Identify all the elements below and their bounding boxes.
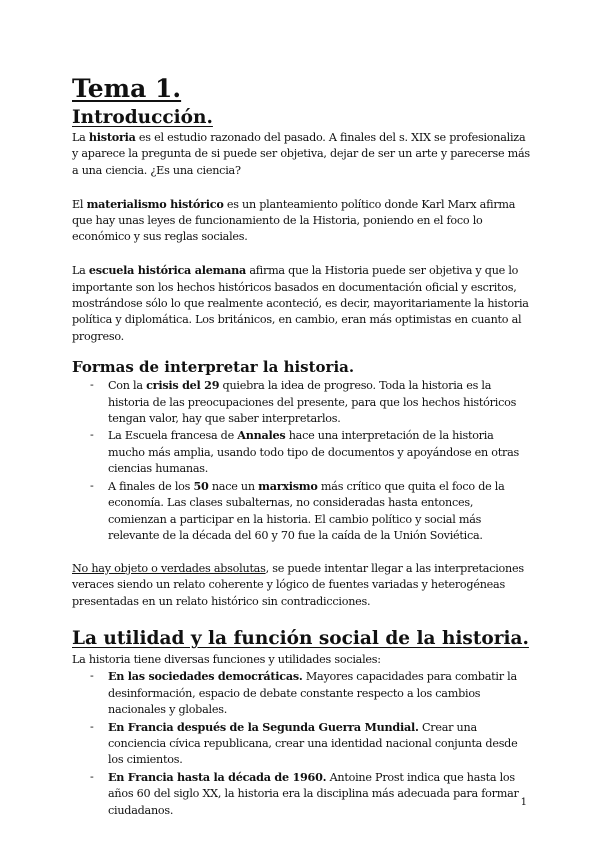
list-item: - A finales de los 50 nace un marxismo más crítico que quita el foco de la economía. Las clases subalternas, no consideradas hasta entonces, comienzan a participar en la historia. El cambio político y social más relevante de la década del 60 y 70 fue la caída de la Unión Soviética. — [90, 478, 505, 542]
intro-paragraph-2: El materialismo histórico es un planteamiento político donde Karl Marx afirma que hay unas leyes de funcionamiento de la Historia, poniendo en el foco lo económico y sus reglas sociales. — [72, 196, 516, 244]
intro-heading: Introducción. — [72, 107, 213, 128]
list-item: - Con la crisis del 29 quiebra la idea de progreso. Toda la historia es la historia de las preocupaciones del presente, para que los hechos históricos tengan valor, hay que saber interpretarlos. — [90, 378, 517, 426]
list-item: - En las sociedades democráticas. Mayores capacidades para combatir la desinformación, espacio de debate constante respecto a los cambios nacionales y globales. — [90, 669, 517, 717]
utilidad-heading: La utilidad y la función social de la historia. — [72, 627, 529, 649]
utilidad-intro: La historia tiene diversas funciones y utilidades sociales: — [72, 652, 381, 666]
page-number: 1 — [520, 797, 527, 808]
intro-paragraph-3: La escuela histórica alemana afirma que la Historia puede ser objetiva y que lo importante son los hechos históricos basados en documentación oficial y escritos, mostrándose sólo lo que realmente aconteció, es decir, mayoritariamente la historia política y diplomática. Los británicos, en cambio, eran más optimistas en cuanto al progreso. — [72, 263, 529, 343]
intro-paragraph-1: La historia es el estudio razonado del pasado. A finales del s. XIX se profesionaliza y aparece la pregunta de si puede ser objetiva, dejar de ser un arte y parecerse más a una ciencia. ¿Es una ciencia? — [72, 130, 530, 177]
document-title: Tema 1. — [72, 74, 182, 103]
utilidad-list — [72, 668, 532, 819]
formas-closing-paragraph: No hay objeto o verdades absolutas, se puede intentar llegar a las interpretaciones veraces siendo un relato coherente y lógico de fuentes variadas y heterogéneas presentadas en un relato histórico sin contradicciones. — [72, 561, 524, 608]
list-item: - En Francia hasta la década de 1960. Antoine Prost indica que hasta los años 60 del siglo XX, la historia era la disciplina más adecuada para formar ciudadanos. — [90, 769, 519, 817]
page-content — [72, 74, 532, 819]
formas-heading: Formas de interpretar la historia. — [72, 358, 355, 377]
formas-list — [72, 377, 532, 544]
list-item: - En Francia después de la Segunda Guerra Mundial. Crear una conciencia cívica republicana, crear una identidad nacional conjunta desde los cimientos. — [90, 719, 518, 767]
list-item: - La Escuela francesa de Annales hace una interpretación de la historia mucho más amplia, usando todo tipo de documentos y apoyándose en otras ciencias humanas. — [90, 428, 520, 476]
